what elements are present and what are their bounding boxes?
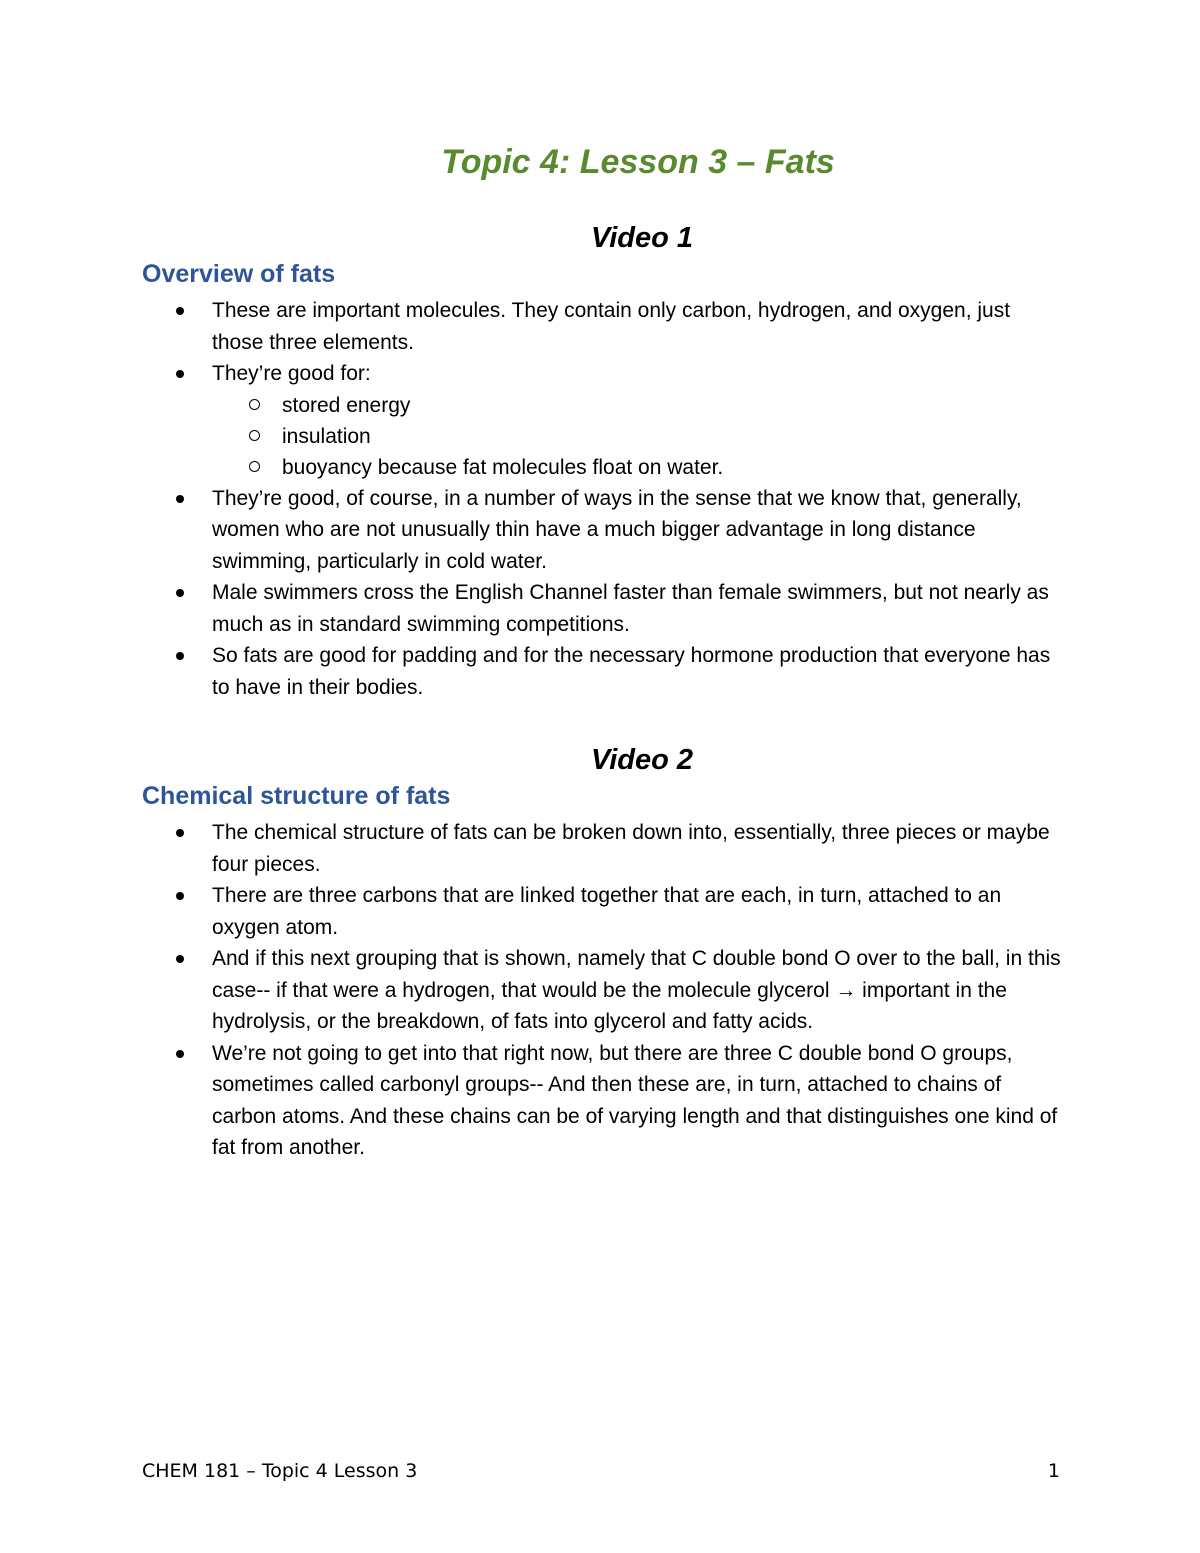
bullet-icon [176,370,184,378]
list-item: Male swimmers cross the English Channel faster than female swimmers, but not nearly as much as in standard swimming competitions. [142,577,1062,640]
chemical-structure-heading: Chemical structure of fats [142,782,451,810]
hollow-bullet-icon [249,430,260,441]
bullet-icon [176,955,184,963]
list-item: These are important molecules. They contain only carbon, hydrogen, and oxygen, just those three elements. [142,295,1062,358]
bullet-icon [176,495,184,503]
list-item: The chemical structure of fats can be broken down into, essentially, three pieces or maybe four pieces. [142,817,1062,880]
bullet-icon [176,892,184,900]
sub-list-item: insulation [212,421,1062,452]
bullet-icon [176,652,184,660]
list-item: So fats are good for padding and for the necessary hormone production that everyone has to have in their bodies. [142,640,1062,703]
hollow-bullet-icon [249,399,260,410]
footer-course-label: CHEM 181 – Topic 4 Lesson 3 [142,1460,418,1482]
bullet-icon [176,589,184,597]
sub-bullet-list [212,390,1062,483]
list-item: They’re good for: stored energy insulation buoyancy because fat molecules float on water. [142,358,1062,483]
list-item: And if this next grouping that is shown, namely that C double bond O over to the ball, in this case-- if that were a hydrogen, that would be the molecule glycerol → important in the hydrolysis, or the breakdown, of fats into glycerol and fatty acids. [142,943,1062,1038]
list-item: They’re good, of course, in a number of ways in the sense that we know that, generally, women who are not unusually thin have a much bigger advantage in long distance swimming, particularly in cold water. [142,483,1062,578]
list-item: There are three carbons that are linked together that are each, in turn, attached to an oxygen atom. [142,880,1062,943]
video-2-section [142,741,1062,1164]
sub-list-item: buoyancy because fat molecules float on water. [212,452,1062,483]
bullet-icon [176,829,184,837]
structure-bullet-list [142,817,1062,1164]
sub-list-item: stored energy [212,390,1062,421]
overview-bullet-list [142,295,1062,703]
overview-of-fats-heading: Overview of fats [142,260,336,288]
video-1-heading: Video 1 [590,222,694,254]
hollow-bullet-icon [249,461,260,472]
bullet-icon [176,307,184,315]
document-title: Topic 4: Lesson 3 – Fats [441,143,835,181]
video-2-heading: Video 2 [590,744,694,776]
footer-page-number: 1 [1047,1460,1060,1482]
video-1-section [142,219,1062,703]
bullet-icon [176,1050,184,1058]
list-item: We’re not going to get into that right now, but there are three C double bond O groups, sometimes called carbonyl groups-- And then these are, in turn, attached to chains of carbon atoms. And these chains can be of varying length and that distinguishes one kind of fat from another. [142,1038,1062,1164]
